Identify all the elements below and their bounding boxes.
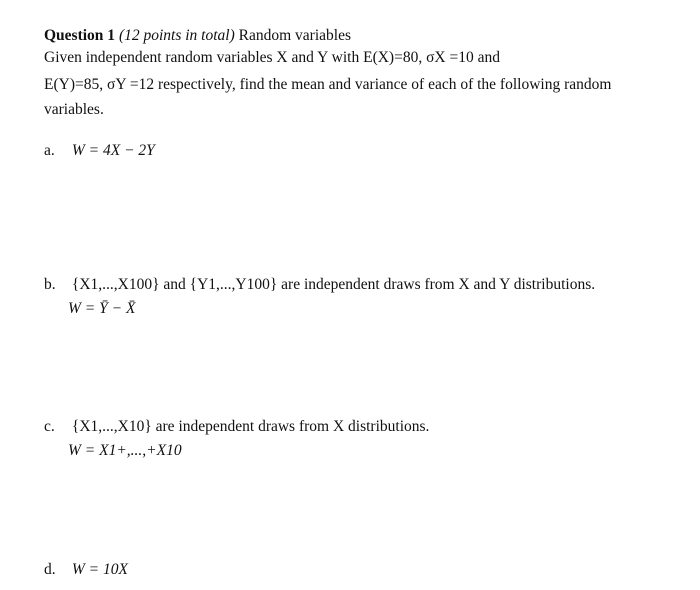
part-a-label: a. xyxy=(44,142,55,159)
part-a xyxy=(44,141,155,161)
part-d xyxy=(44,560,128,580)
question-label: Question 1 xyxy=(44,27,116,44)
part-a-formula: W = 4X − 2Y xyxy=(71,142,155,159)
part-c-formula xyxy=(68,441,182,461)
intro-line-3: variables. xyxy=(44,101,104,118)
question-points: (12 points in total) xyxy=(118,27,235,44)
part-c-text: {X1,...,X10} are independent draws from X distributions. xyxy=(71,418,430,435)
question-topic: Random variables xyxy=(238,27,351,44)
part-b-formula xyxy=(68,299,135,319)
part-c-label: c. xyxy=(44,418,55,435)
part-b xyxy=(44,275,595,295)
part-c-formula-text: W = X1+,...,+X10 xyxy=(68,442,182,459)
part-b-formula-text: W = Ȳ − X̄ xyxy=(68,300,136,317)
part-c xyxy=(44,417,429,437)
question-header xyxy=(44,26,351,46)
part-b-label: b. xyxy=(44,276,56,293)
intro-line-1: Given independent random variables X and Y with E(X)=80, σX =10 and xyxy=(44,49,500,66)
part-b-text: {X1,...,X100} and {Y1,...,Y100} are independent draws from X and Y distributions. xyxy=(71,276,596,293)
intro-line-2: E(Y)=85, σY =12 respectively, find the mean and variance of each of the following random xyxy=(44,76,612,93)
part-d-formula: W = 10X xyxy=(71,561,128,578)
part-d-label: d. xyxy=(44,561,56,578)
